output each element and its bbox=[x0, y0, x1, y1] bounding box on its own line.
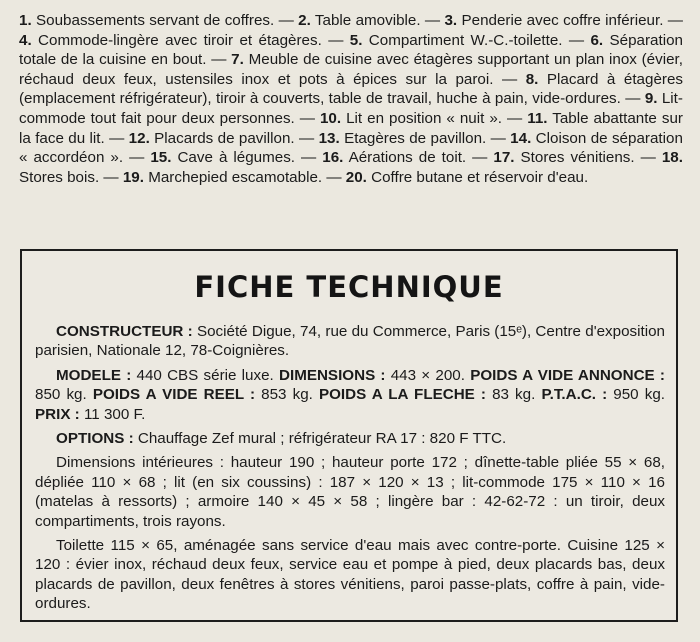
dimensions-interieures-paragraph: Dimensions intérieures : hauteur 190 ; hauteur porte 172 ; dînette-table pliée 55 × 68, dépliée 110 × 68 ; lit (en six coussins) : 187 × 120 × 13 ; lit-commode 175 × 110 × 16 (matelas à ressorts) ; armoire 140 × 45 × 58 ; lingère bar : 42-62-72 : un tiroir, deux compartiments, trois rayons. bbox=[35, 454, 665, 530]
options-text: Chauffage Zef mural ; réfrigérateur RA 17 : 820 F TTC. bbox=[137, 430, 507, 448]
legend-item-number: 16. bbox=[322, 149, 344, 167]
poids-fleche-label: POIDS A LA FLECHE : bbox=[318, 386, 486, 404]
legend-separator: — bbox=[562, 31, 591, 49]
poids-fleche-text: 83 kg. bbox=[492, 386, 536, 404]
legend-separator: — bbox=[493, 70, 526, 88]
legend-item-number: 20. bbox=[345, 168, 367, 186]
legend-separator: — bbox=[99, 168, 123, 186]
legend-item-text: Compartiment W.-C.-toilette. bbox=[368, 31, 563, 49]
legend-separator: — bbox=[206, 51, 232, 69]
legend-separator: — bbox=[634, 149, 662, 167]
legend-item-text: Placard à étagères (emplacement réfrigérateur), tiroir à couverts, table de travail, huche à pain, vide-ordures. bbox=[19, 70, 683, 108]
dimensions-text: 443 × 200. bbox=[390, 366, 465, 384]
legend-item-number: 7. bbox=[231, 51, 244, 69]
technical-sheet-box bbox=[20, 249, 678, 622]
legend-separator: — bbox=[295, 149, 323, 167]
legend-item bbox=[444, 12, 663, 29]
legend-item-text: Cave à légumes. bbox=[177, 149, 296, 167]
legend-item bbox=[346, 169, 588, 186]
prix-label: PRIX : bbox=[35, 405, 80, 423]
legend-item bbox=[123, 169, 322, 186]
sheet-body bbox=[35, 322, 665, 619]
legend-item bbox=[19, 32, 322, 49]
legend-item-number: 19. bbox=[122, 168, 144, 186]
poids-reel-label: POIDS A VIDE REEL : bbox=[92, 386, 256, 404]
sheet-title: FICHE TECHNIQUE bbox=[194, 270, 504, 304]
legend-separator: — bbox=[294, 109, 320, 127]
legend-item-number: 11. bbox=[527, 109, 548, 127]
legend-item-number: 5. bbox=[349, 31, 363, 49]
legend-item-number: 6. bbox=[590, 31, 604, 49]
legend-separator: — bbox=[486, 129, 511, 147]
legend-item-text: Aérations de toit. bbox=[348, 149, 467, 167]
legend-item-text: Cloison de séparation « accordéon ». bbox=[19, 129, 683, 167]
poids-reel-text: 853 kg. bbox=[261, 386, 313, 404]
legend-item-number: 15. bbox=[150, 149, 172, 167]
legend-item-text: Marchepied escamotable. bbox=[148, 168, 323, 186]
legend-separator: — bbox=[104, 129, 129, 147]
dimensions-label: DIMENSIONS : bbox=[279, 366, 386, 384]
legend-item-text: Lit-commode tout fait pour deux personnes. bbox=[19, 90, 683, 127]
legend-item-text: Table abattante sur la face du lit. bbox=[19, 109, 683, 147]
legend-item-text: Soubassements servant de coffres. bbox=[36, 12, 275, 29]
legend-item-number: 9. bbox=[644, 90, 658, 108]
legend-separator: — bbox=[322, 168, 346, 186]
constructeur-paragraph bbox=[35, 322, 665, 361]
legend-item bbox=[150, 149, 295, 166]
legend-item bbox=[19, 12, 274, 29]
legend-item-number: 13. bbox=[318, 129, 340, 147]
poids-annonce-label: POIDS A VIDE ANNONCE : bbox=[470, 366, 665, 384]
modele-text: 440 CBS série luxe. bbox=[136, 366, 274, 384]
legend-item-number: 14. bbox=[510, 129, 532, 147]
legend-item-number: 2. bbox=[298, 12, 311, 29]
legend-item-text: Commode-lingère avec tiroir et étagères. bbox=[38, 31, 322, 49]
legend-item bbox=[298, 12, 420, 29]
legend-item-text: Table amovible. bbox=[314, 12, 421, 29]
legend-item-number: 17. bbox=[493, 149, 515, 167]
modele-paragraph bbox=[35, 366, 665, 424]
legend-item-number: 8. bbox=[525, 70, 539, 88]
legend-item-text: Séparation totale de la cuisine en bout. bbox=[19, 31, 683, 69]
legend-item-text: Coffre butane et réservoir d'eau. bbox=[371, 168, 589, 186]
constructeur-label: CONSTRUCTEUR : bbox=[56, 323, 193, 340]
legend-item-text: Lit en position « nuit ». bbox=[346, 109, 503, 127]
legend-separator: — bbox=[321, 31, 350, 49]
legend-item bbox=[319, 130, 487, 147]
legend-item-text: Stores vénitiens. bbox=[520, 149, 635, 167]
ptac-label: P.T.A.C. : bbox=[541, 386, 608, 404]
ptac-text: 950 kg. bbox=[613, 386, 665, 404]
constructeur-text: Société Digue, 74, rue du Commerce, Paris (15ᵉ), Centre d'exposition parisien, Nationale 12, 78-Coignières. bbox=[35, 323, 665, 360]
legend-item bbox=[350, 32, 563, 49]
legend-item-number: 18. bbox=[661, 149, 683, 167]
legend-item-number: 1. bbox=[19, 12, 32, 29]
legend-separator: — bbox=[663, 12, 683, 29]
legend-separator: — bbox=[274, 12, 299, 29]
legend-separator: — bbox=[294, 129, 319, 147]
legend-separator: — bbox=[420, 12, 445, 29]
legend-item-text: Penderie avec coffre inférieur. bbox=[461, 12, 664, 29]
legend-separator: — bbox=[123, 149, 151, 167]
legend-item-text: Etagères de pavillon. bbox=[344, 129, 487, 147]
legend-separator: — bbox=[466, 149, 494, 167]
legend-item bbox=[320, 110, 502, 127]
legend-paragraph bbox=[19, 11, 683, 187]
legend-item-text: Stores bois. bbox=[19, 168, 100, 186]
legend-item bbox=[322, 149, 466, 166]
legend-item-text: Placards de pavillon. bbox=[154, 129, 295, 147]
legend-item-number: 3. bbox=[444, 12, 458, 29]
legend-item-number: 4. bbox=[19, 31, 32, 49]
toilette-cuisine-paragraph: Toilette 115 × 65, aménagée sans service d'eau mais avec contre-porte. Cuisine 125 × 120 : évier inox, réchaud deux feux, service eau et pompe à pied, deux placards bas, deux placards de pavillon, deux fenêtres à stores vénitiens, paroi passe-plats, coffre à pain, vide-ordures. bbox=[35, 537, 665, 613]
legend-separator: — bbox=[620, 90, 645, 108]
legend-item bbox=[493, 149, 634, 166]
legend-item-number: 10. bbox=[319, 109, 342, 127]
options-label: OPTIONS : bbox=[56, 430, 134, 448]
options-paragraph bbox=[35, 429, 665, 448]
legend-item-number: 12. bbox=[128, 129, 150, 147]
legend-separator: — bbox=[502, 109, 528, 127]
legend-item bbox=[129, 130, 295, 147]
modele-label: MODELE : bbox=[56, 366, 132, 384]
legend-item-text: Meuble de cuisine avec étagères supportant un plan inox (évier, réchaud deux feux, ustensiles inox et pots à épices sur la paroi. bbox=[19, 51, 683, 88]
poids-annonce-text: 850 kg. bbox=[35, 386, 87, 404]
prix-text: 11 300 F. bbox=[83, 405, 146, 423]
